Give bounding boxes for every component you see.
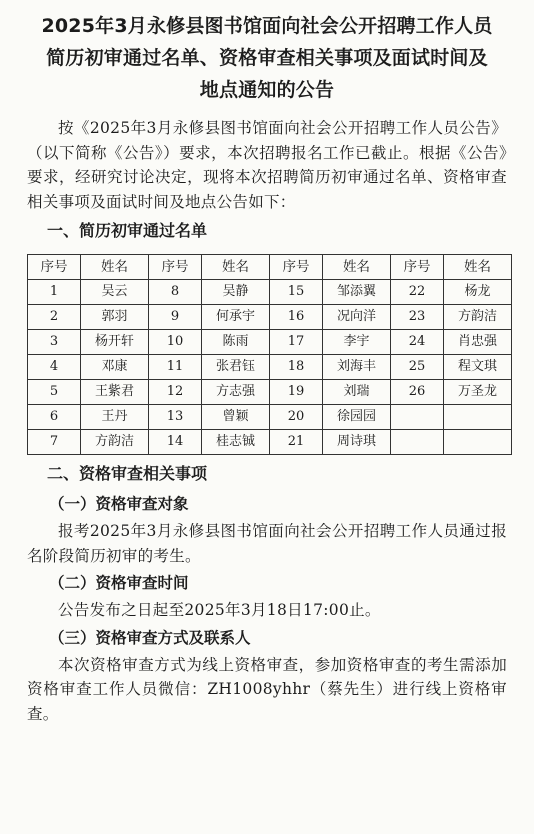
table-cell: 肖忠强 <box>444 330 512 355</box>
subsection-1-heading: （一）资格审查对象 <box>49 495 189 513</box>
table-cell: 21 <box>270 430 323 455</box>
table-cell: 邓康 <box>81 355 149 380</box>
table-cell <box>444 430 512 455</box>
table-cell: 8 <box>149 280 202 305</box>
table-cell: 23 <box>391 305 444 330</box>
subsection-3-heading: （三）资格审查方式及联系人 <box>49 628 251 647</box>
subsection-2-text: 公告发布之日起至2025年3月18日17:00止。 <box>58 601 381 619</box>
table-cell: 桂志铖 <box>202 430 270 455</box>
table-cell: 方韵洁 <box>81 430 149 455</box>
table-cell: 刘瑞 <box>323 380 391 405</box>
column-header: 序号 <box>149 255 202 280</box>
table-cell: 吴静 <box>202 280 270 305</box>
table-cell: 杨龙 <box>444 280 512 305</box>
subsection-3-text: 本次资格审查方式为线上资格审查，参加资格审查的考生需添加资格审查工作人员微信：ZH1008yhhr（蔡先生）进行线上资格审查。 <box>27 655 507 723</box>
table-row <box>28 380 512 405</box>
title-line-1: 2025年3月永修县图书馆面向社会公开招聘工作人员 <box>41 15 493 37</box>
table-cell: 19 <box>270 380 323 405</box>
subsection-1-text: 报考2025年3月永修县图书馆面向社会公开招聘工作人员通过报名阶段简历初审的考生。 <box>27 522 507 565</box>
table-cell: 18 <box>270 355 323 380</box>
table-cell: 6 <box>28 405 81 430</box>
table-cell: 25 <box>391 355 444 380</box>
table-row <box>28 305 512 330</box>
table-header-row <box>28 255 512 280</box>
table-cell: 曾颖 <box>202 405 270 430</box>
table-cell: 何承宇 <box>202 305 270 330</box>
table-row <box>28 280 512 305</box>
column-header: 姓名 <box>81 255 149 280</box>
table-cell: 13 <box>149 405 202 430</box>
table-cell: 李宇 <box>323 330 391 355</box>
table-cell: 况向洋 <box>323 305 391 330</box>
table-cell: 9 <box>149 305 202 330</box>
document-title <box>27 10 507 106</box>
column-header: 姓名 <box>444 255 512 280</box>
table-cell: 14 <box>149 430 202 455</box>
intro-paragraph: 按《2025年3月永修县图书馆面向社会公开招聘工作人员公告》（以下简称《公告》）要求，本次招聘报名工作已截止。根据《公告》要求，经研究讨论决定，现将本次招聘简历初审通过名单、资格审查相关事项及面试时间及地点公告如下： <box>27 119 507 211</box>
table-cell: 4 <box>28 355 81 380</box>
table-cell: 方志强 <box>202 380 270 405</box>
table-row <box>28 405 512 430</box>
table-cell: 程文琪 <box>444 355 512 380</box>
candidate-table <box>27 254 512 455</box>
table-cell: 11 <box>149 355 202 380</box>
table-cell: 王丹 <box>81 405 149 430</box>
table-cell: 26 <box>391 380 444 405</box>
table-cell: 王紫君 <box>81 380 149 405</box>
column-header: 序号 <box>391 255 444 280</box>
title-line-3: 地点通知的公告 <box>199 79 335 101</box>
table-cell: 3 <box>28 330 81 355</box>
column-header: 序号 <box>270 255 323 280</box>
title-line-2: 简历初审通过名单、资格审查相关事项及面试时间及 <box>46 47 488 69</box>
table-row <box>28 430 512 455</box>
table-cell: 方韵洁 <box>444 305 512 330</box>
section-1-heading: 一、简历初审通过名单 <box>47 221 208 240</box>
table-cell: 10 <box>149 330 202 355</box>
table-row <box>28 330 512 355</box>
table-cell: 2 <box>28 305 81 330</box>
column-header: 姓名 <box>202 255 270 280</box>
table-cell: 刘海丰 <box>323 355 391 380</box>
table-cell: 12 <box>149 380 202 405</box>
column-header: 序号 <box>28 255 81 280</box>
table-cell: 杨开轩 <box>81 330 149 355</box>
table-cell: 5 <box>28 380 81 405</box>
table-cell: 24 <box>391 330 444 355</box>
table-cell <box>391 405 444 430</box>
table-cell: 1 <box>28 280 81 305</box>
table-cell: 20 <box>270 405 323 430</box>
column-header: 姓名 <box>323 255 391 280</box>
table-cell <box>444 405 512 430</box>
table-cell: 15 <box>270 280 323 305</box>
subsection-2-heading: （二）资格审查时间 <box>49 574 189 592</box>
table-cell: 吴云 <box>81 280 149 305</box>
table-cell: 陈雨 <box>202 330 270 355</box>
table-cell: 邹添翼 <box>323 280 391 305</box>
table-cell: 万圣龙 <box>444 380 512 405</box>
table-cell: 7 <box>28 430 81 455</box>
table-cell: 郭羽 <box>81 305 149 330</box>
table-cell: 张君钰 <box>202 355 270 380</box>
table-cell: 徐园园 <box>323 405 391 430</box>
table-row <box>28 355 512 380</box>
table-cell: 16 <box>270 305 323 330</box>
section-2-heading: 二、资格审查相关事项 <box>47 464 208 483</box>
table-cell: 22 <box>391 280 444 305</box>
table-cell: 17 <box>270 330 323 355</box>
table-cell <box>391 430 444 455</box>
table-cell: 周诗琪 <box>323 430 391 455</box>
